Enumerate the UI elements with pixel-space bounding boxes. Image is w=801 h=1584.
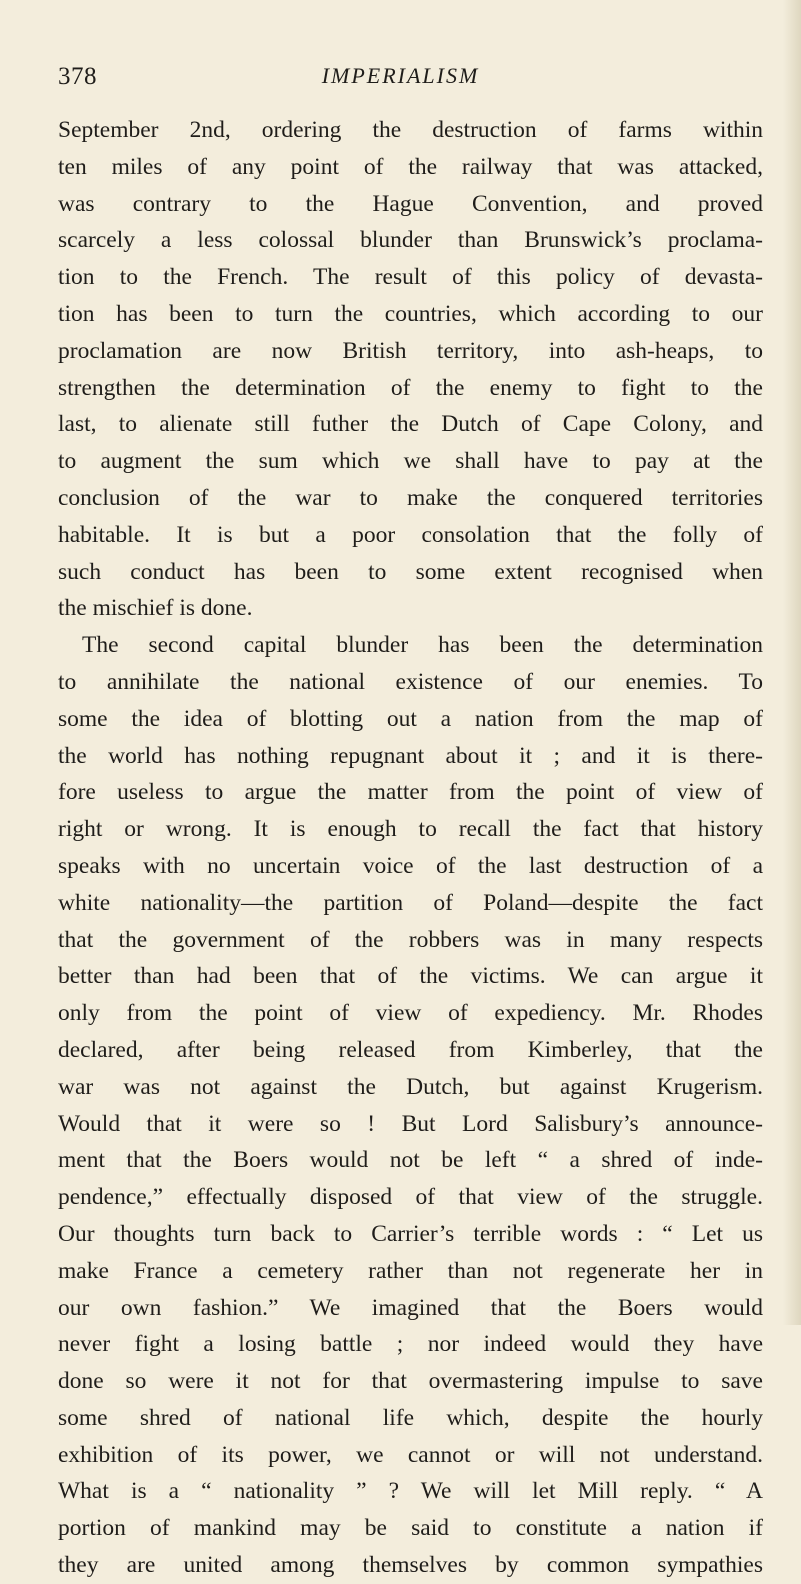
- text-line: fore useless to argue the matter from the point of view of: [58, 779, 763, 806]
- text-line: that the government of the robbers was in many respects: [58, 926, 763, 953]
- body-text: [58, 112, 763, 1584]
- text-line: to augment the sum which we shall have to pay at the: [58, 448, 763, 475]
- page-header: [0, 63, 801, 97]
- text-line: some shred of national life which, despite the hourly: [58, 1404, 763, 1431]
- text-line: war was not against the Dutch, but against Krugerism.: [58, 1073, 763, 1100]
- text-line: conclusion of the war to make the conquered territories: [58, 484, 763, 511]
- text-line: tion to the French. The result of this policy of devasta-: [58, 264, 763, 291]
- text-line: better than had been that of the victims. We can argue it: [58, 963, 763, 990]
- text-line: proclamation are now British territory, into ash-heaps, to: [58, 337, 763, 364]
- text-line: ten miles of any point of the railway that was attacked,: [58, 153, 763, 180]
- text-line: done so were it not for that overmastering impulse to save: [58, 1368, 763, 1395]
- text-line: they are united among themselves by common sympathies: [58, 1552, 763, 1579]
- text-line: right or wrong. It is enough to recall the fact that history: [58, 816, 763, 843]
- text-line: strengthen the determination of the enemy to fight to the: [58, 374, 763, 401]
- text-line: ment that the Boers would not be left “ a shred of inde-: [58, 1147, 763, 1174]
- text-line: Our thoughts turn back to Carrier’s terrible words : “ Let us: [58, 1220, 763, 1247]
- text-line: the world has nothing repugnant about it ; and it is there-: [58, 742, 763, 769]
- text-line: last, to alienate still futher the Dutch of Cape Colony, and: [58, 411, 763, 438]
- running-title: IMPERIALISM: [321, 63, 480, 88]
- text-line: speaks with no uncertain voice of the last destruction of a: [58, 852, 763, 879]
- text-line: pendence,” effectually disposed of that view of the struggle.: [58, 1184, 763, 1211]
- text-line: to annihilate the national existence of our enemies. To: [58, 668, 763, 695]
- text-line: The second capital blunder has been the determination: [82, 632, 763, 659]
- text-line: habitable. It is but a poor consolation that the folly of: [58, 521, 763, 548]
- page-number: 378: [58, 63, 97, 90]
- text-line: some the idea of blotting out a nation from the map of: [58, 705, 763, 732]
- text-line: never fight a losing battle ; nor indeed would they have: [58, 1331, 763, 1358]
- text-line: declared, after being released from Kimberley, that the: [58, 1036, 763, 1063]
- text-line: our own fashion.” We imagined that the Boers would: [58, 1294, 763, 1321]
- text-line: scarcely a less colossal blunder than Brunswick’s proclama-: [58, 227, 763, 254]
- text-line: portion of mankind may be said to constitute a nation if: [58, 1515, 763, 1542]
- text-line: such conduct has been to some extent recognised when: [58, 558, 763, 585]
- text-line: exhibition of its power, we cannot or will not understand.: [58, 1441, 763, 1468]
- text-line: white nationality—the partition of Poland—despite the fact: [58, 889, 763, 916]
- text-line: What is a “ nationality ” ? We will let Mill reply. “ A: [58, 1478, 763, 1505]
- page-edge-shadow: [783, 0, 801, 1325]
- text-line: only from the point of view of expediency. Mr. Rhodes: [58, 1000, 763, 1027]
- text-line: tion has been to turn the countries, which according to our: [58, 300, 763, 327]
- text-line: September 2nd, ordering the destruction of farms within: [58, 117, 763, 143]
- paragraph-1: [58, 112, 763, 627]
- text-line: Would that it were so ! But Lord Salisbury’s announce-: [58, 1110, 763, 1137]
- text-line: was contrary to the Hague Convention, and proved: [58, 190, 763, 217]
- text-line: make France a cemetery rather than not regenerate her in: [58, 1257, 763, 1284]
- paragraph-2: [58, 627, 763, 1584]
- text-line: the mischief is done.: [58, 595, 253, 622]
